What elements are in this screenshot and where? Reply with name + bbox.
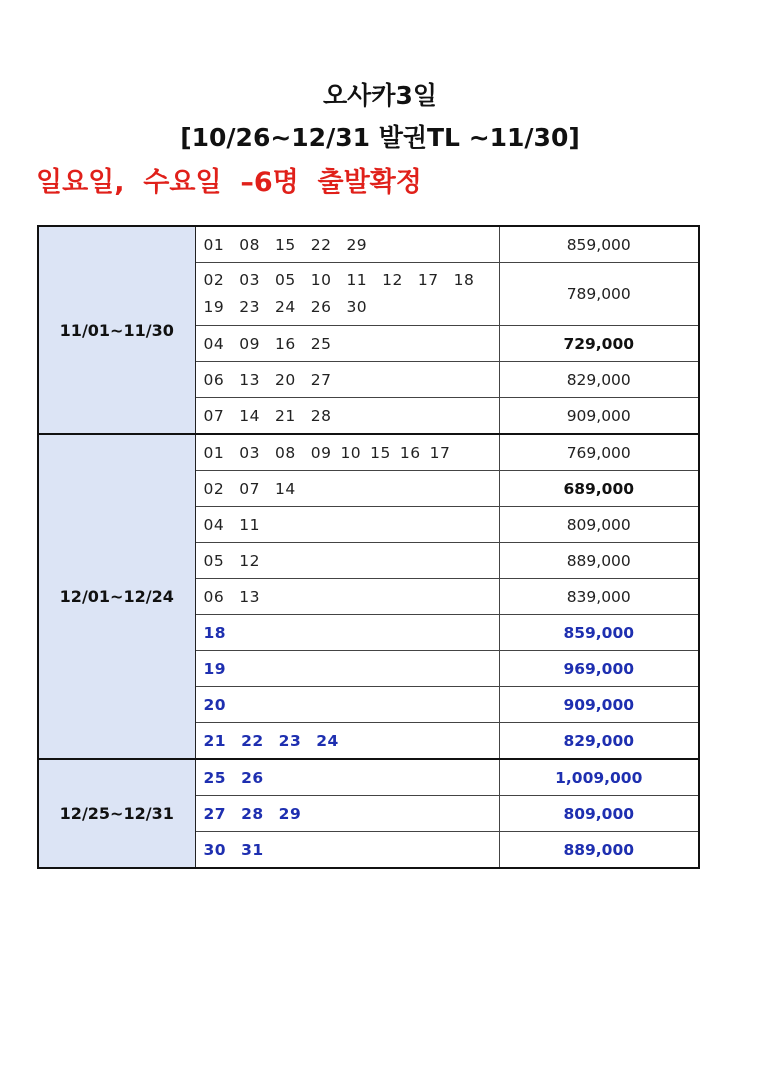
date: 15 — [274, 235, 296, 254]
date: 29 — [346, 235, 368, 254]
date: 25 — [310, 334, 332, 353]
price: 909,000 — [499, 398, 699, 435]
departure-dates — [195, 471, 499, 507]
price: 859,000 — [499, 226, 699, 263]
departure-dates — [195, 507, 499, 543]
departure-dates — [195, 796, 499, 832]
date: 11 — [346, 271, 368, 289]
price: 889,000 — [499, 832, 699, 869]
date: 13 — [239, 587, 260, 606]
price: 1,009,000 — [499, 759, 699, 796]
fare-table — [37, 225, 700, 869]
date: 12 — [382, 271, 403, 289]
date: 27 — [310, 370, 332, 389]
departure-dates — [195, 759, 499, 796]
price: 729,000 — [499, 326, 699, 362]
date: 08 — [239, 235, 260, 254]
date: 17 — [429, 443, 451, 462]
date: 23 — [278, 731, 302, 750]
departure-dates — [195, 687, 499, 723]
date: 29 — [278, 804, 302, 823]
date: 01 — [203, 235, 225, 254]
date: 10 — [310, 271, 332, 289]
date: 23 — [239, 298, 260, 316]
departure-dates — [195, 615, 499, 651]
price: 859,000 — [499, 615, 699, 651]
price: 789,000 — [499, 263, 699, 326]
table-row — [38, 759, 699, 796]
date: 19 — [203, 659, 227, 678]
date: 17 — [417, 271, 439, 289]
table-row — [38, 434, 699, 471]
date: 02 — [203, 479, 225, 498]
price: 809,000 — [499, 796, 699, 832]
dates-line — [204, 294, 491, 321]
price: 829,000 — [499, 723, 699, 760]
date: 30 — [203, 840, 227, 859]
period-label: 12/25~12/31 — [38, 759, 195, 868]
date: 16 — [274, 334, 296, 353]
date: 24 — [316, 731, 339, 750]
departure-dates — [195, 579, 499, 615]
date: 04 — [203, 334, 225, 353]
date: 16 — [399, 443, 421, 462]
date: 20 — [274, 370, 296, 389]
date: 14 — [239, 406, 260, 425]
price: 689,000 — [499, 471, 699, 507]
date: 30 — [346, 298, 368, 316]
departure-dates — [195, 543, 499, 579]
date: 06 — [203, 587, 225, 606]
date: 26 — [310, 298, 332, 316]
ticketing-deadline-subtitle: [10/26~12/31 발권TL ~11/30] — [180, 123, 580, 152]
price: 839,000 — [499, 579, 699, 615]
date: 10 — [340, 443, 362, 462]
period-label: 11/01~11/30 — [38, 226, 195, 434]
departure-confirmed-notice: 일요일, 수요일 –6명 출발확정 — [36, 167, 422, 198]
date: 18 — [453, 271, 475, 289]
date: 20 — [203, 695, 227, 714]
departure-dates — [195, 723, 499, 760]
date: 13 — [239, 370, 260, 389]
date: 06 — [203, 370, 225, 389]
date: 01 — [203, 443, 225, 462]
date: 05 — [274, 271, 296, 289]
departure-dates — [195, 263, 499, 326]
date: 14 — [274, 479, 296, 498]
price: 889,000 — [499, 543, 699, 579]
date: 12 — [239, 551, 260, 570]
date: 04 — [203, 515, 225, 534]
price: 769,000 — [499, 434, 699, 471]
date: 25 — [203, 768, 227, 787]
date: 08 — [274, 443, 296, 462]
date: 03 — [239, 443, 260, 462]
departure-dates — [195, 362, 499, 398]
date: 27 — [203, 804, 227, 823]
date: 28 — [310, 406, 332, 425]
date: 28 — [241, 804, 264, 823]
price: 809,000 — [499, 507, 699, 543]
departure-dates — [195, 832, 499, 869]
date: 21 — [203, 731, 227, 750]
price: 969,000 — [499, 651, 699, 687]
date: 15 — [370, 443, 391, 462]
date: 19 — [203, 298, 225, 316]
date: 31 — [241, 840, 264, 859]
departure-dates — [195, 226, 499, 263]
departure-dates — [195, 434, 499, 471]
departure-dates — [195, 651, 499, 687]
date: 03 — [239, 271, 260, 289]
date: 22 — [241, 731, 264, 750]
date: 24 — [274, 298, 296, 316]
price: 909,000 — [499, 687, 699, 723]
page-title: 오사카3일 — [323, 81, 437, 110]
price: 829,000 — [499, 362, 699, 398]
date: 09 — [310, 443, 332, 462]
date: 09 — [239, 334, 260, 353]
date: 02 — [203, 271, 225, 289]
date: 21 — [274, 406, 296, 425]
date: 26 — [241, 768, 264, 787]
date: 22 — [310, 235, 332, 254]
date: 18 — [203, 623, 227, 642]
departure-dates — [195, 326, 499, 362]
table-row — [38, 226, 699, 263]
date: 07 — [239, 479, 260, 498]
date: 05 — [203, 551, 225, 570]
departure-dates — [195, 398, 499, 435]
date: 07 — [203, 406, 225, 425]
period-label: 12/01~12/24 — [38, 434, 195, 759]
date: 11 — [239, 515, 260, 534]
dates-line — [204, 267, 491, 294]
